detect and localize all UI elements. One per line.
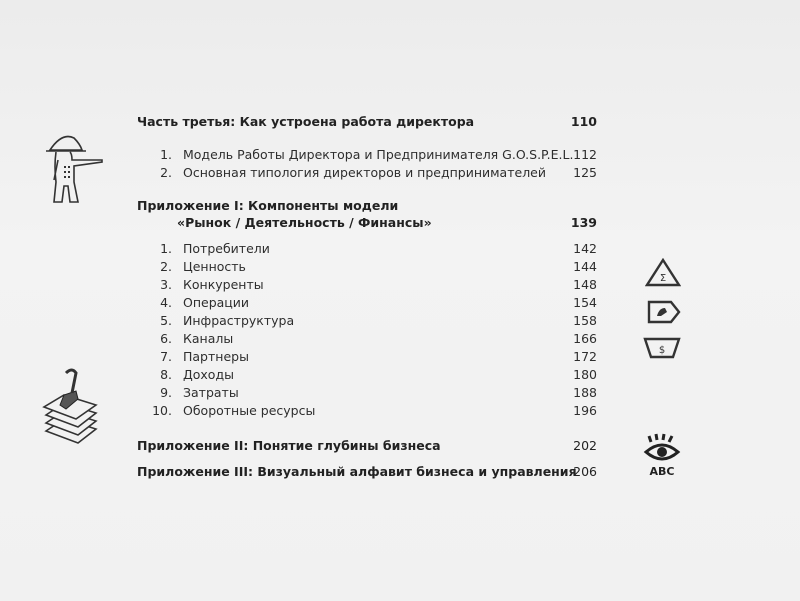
page-number: 144 [573,259,597,274]
item-number: 1. [160,147,172,162]
money-tray-icon [643,337,681,359]
heading-title: Приложение II: Понятие глубины бизнеса [137,438,441,453]
page-number: 158 [573,313,597,328]
item-title: Инфраструктура [183,313,295,328]
page-number: 154 [573,295,597,310]
item-title: Доходы [183,367,234,382]
page-number: 139 [570,215,597,230]
svg-text:ABC: ABC [649,465,675,478]
toc-item[interactable] [137,366,597,384]
svg-text:Σ: Σ [659,273,667,284]
svg-text:$: $ [658,345,666,356]
item-number: 10. [152,403,172,418]
toc-item[interactable] [137,240,597,258]
item-number: 4. [160,295,172,310]
toc-item[interactable] [137,402,597,420]
heading-title: Часть третья: Как устроена работа директора [137,114,475,129]
heading-title-line2: «Рынок / Деятельность / Финансы» [177,215,432,230]
page-number: 148 [573,277,597,292]
item-number: 8. [160,367,172,382]
toc-item[interactable] [137,164,597,182]
page-number: 180 [573,367,597,382]
page-number: 125 [573,165,597,180]
item-number: 3. [160,277,172,292]
page-number: 112 [573,147,597,162]
tag-hand-icon [647,300,681,324]
toc-item[interactable] [137,146,597,164]
page-number: 206 [573,464,597,479]
item-title: Конкуренты [183,277,264,292]
page-number: 142 [573,241,597,256]
item-number: 1. [160,241,172,256]
item-title: Затраты [183,385,239,400]
toc-heading-appendix-1-line2[interactable] [137,214,597,232]
toc-item[interactable] [137,330,597,348]
item-title: Потребители [183,241,270,256]
heading-title: Приложение III: Визуальный алфавит бизнеса и управления [137,464,577,479]
director-figure-icon [42,130,104,210]
item-title: Оборотные ресурсы [183,403,316,418]
page-number: 166 [573,331,597,346]
toc-heading-appendix-2[interactable] [137,437,597,455]
toc-item[interactable] [137,348,597,366]
heading-title: Приложение I: Компоненты модели [137,198,399,213]
item-title: Партнеры [183,349,249,364]
toc-item[interactable] [137,258,597,276]
item-number: 5. [160,313,172,328]
toc-item[interactable] [137,384,597,402]
toc-item[interactable] [137,276,597,294]
toc-heading-part-three[interactable] [137,113,597,131]
document-stack-icon [38,365,100,447]
item-number: 2. [160,259,172,274]
item-number: 9. [160,385,172,400]
page-number: 196 [573,403,597,418]
eye-abc-logo-icon [643,432,681,478]
toc-heading-appendix-1[interactable] [137,197,597,215]
item-title: Каналы [183,331,234,346]
triangle-sigma-icon [645,258,681,288]
item-title: Основная типология директоров и предпринимателей [183,165,546,180]
toc-heading-appendix-3[interactable] [137,463,597,481]
item-title: Ценность [183,259,246,274]
item-title: Модель Работы Директора и Предпринимателя G.O.S.P.E.L. [183,147,574,162]
item-title: Операции [183,295,250,310]
item-number: 2. [160,165,172,180]
item-number: 7. [160,349,172,364]
page-number: 172 [573,349,597,364]
toc-item[interactable] [137,312,597,330]
page-number: 202 [573,438,597,453]
page-number: 188 [573,385,597,400]
toc-item[interactable] [137,294,597,312]
item-number: 6. [160,331,172,346]
page-number: 110 [570,114,597,129]
